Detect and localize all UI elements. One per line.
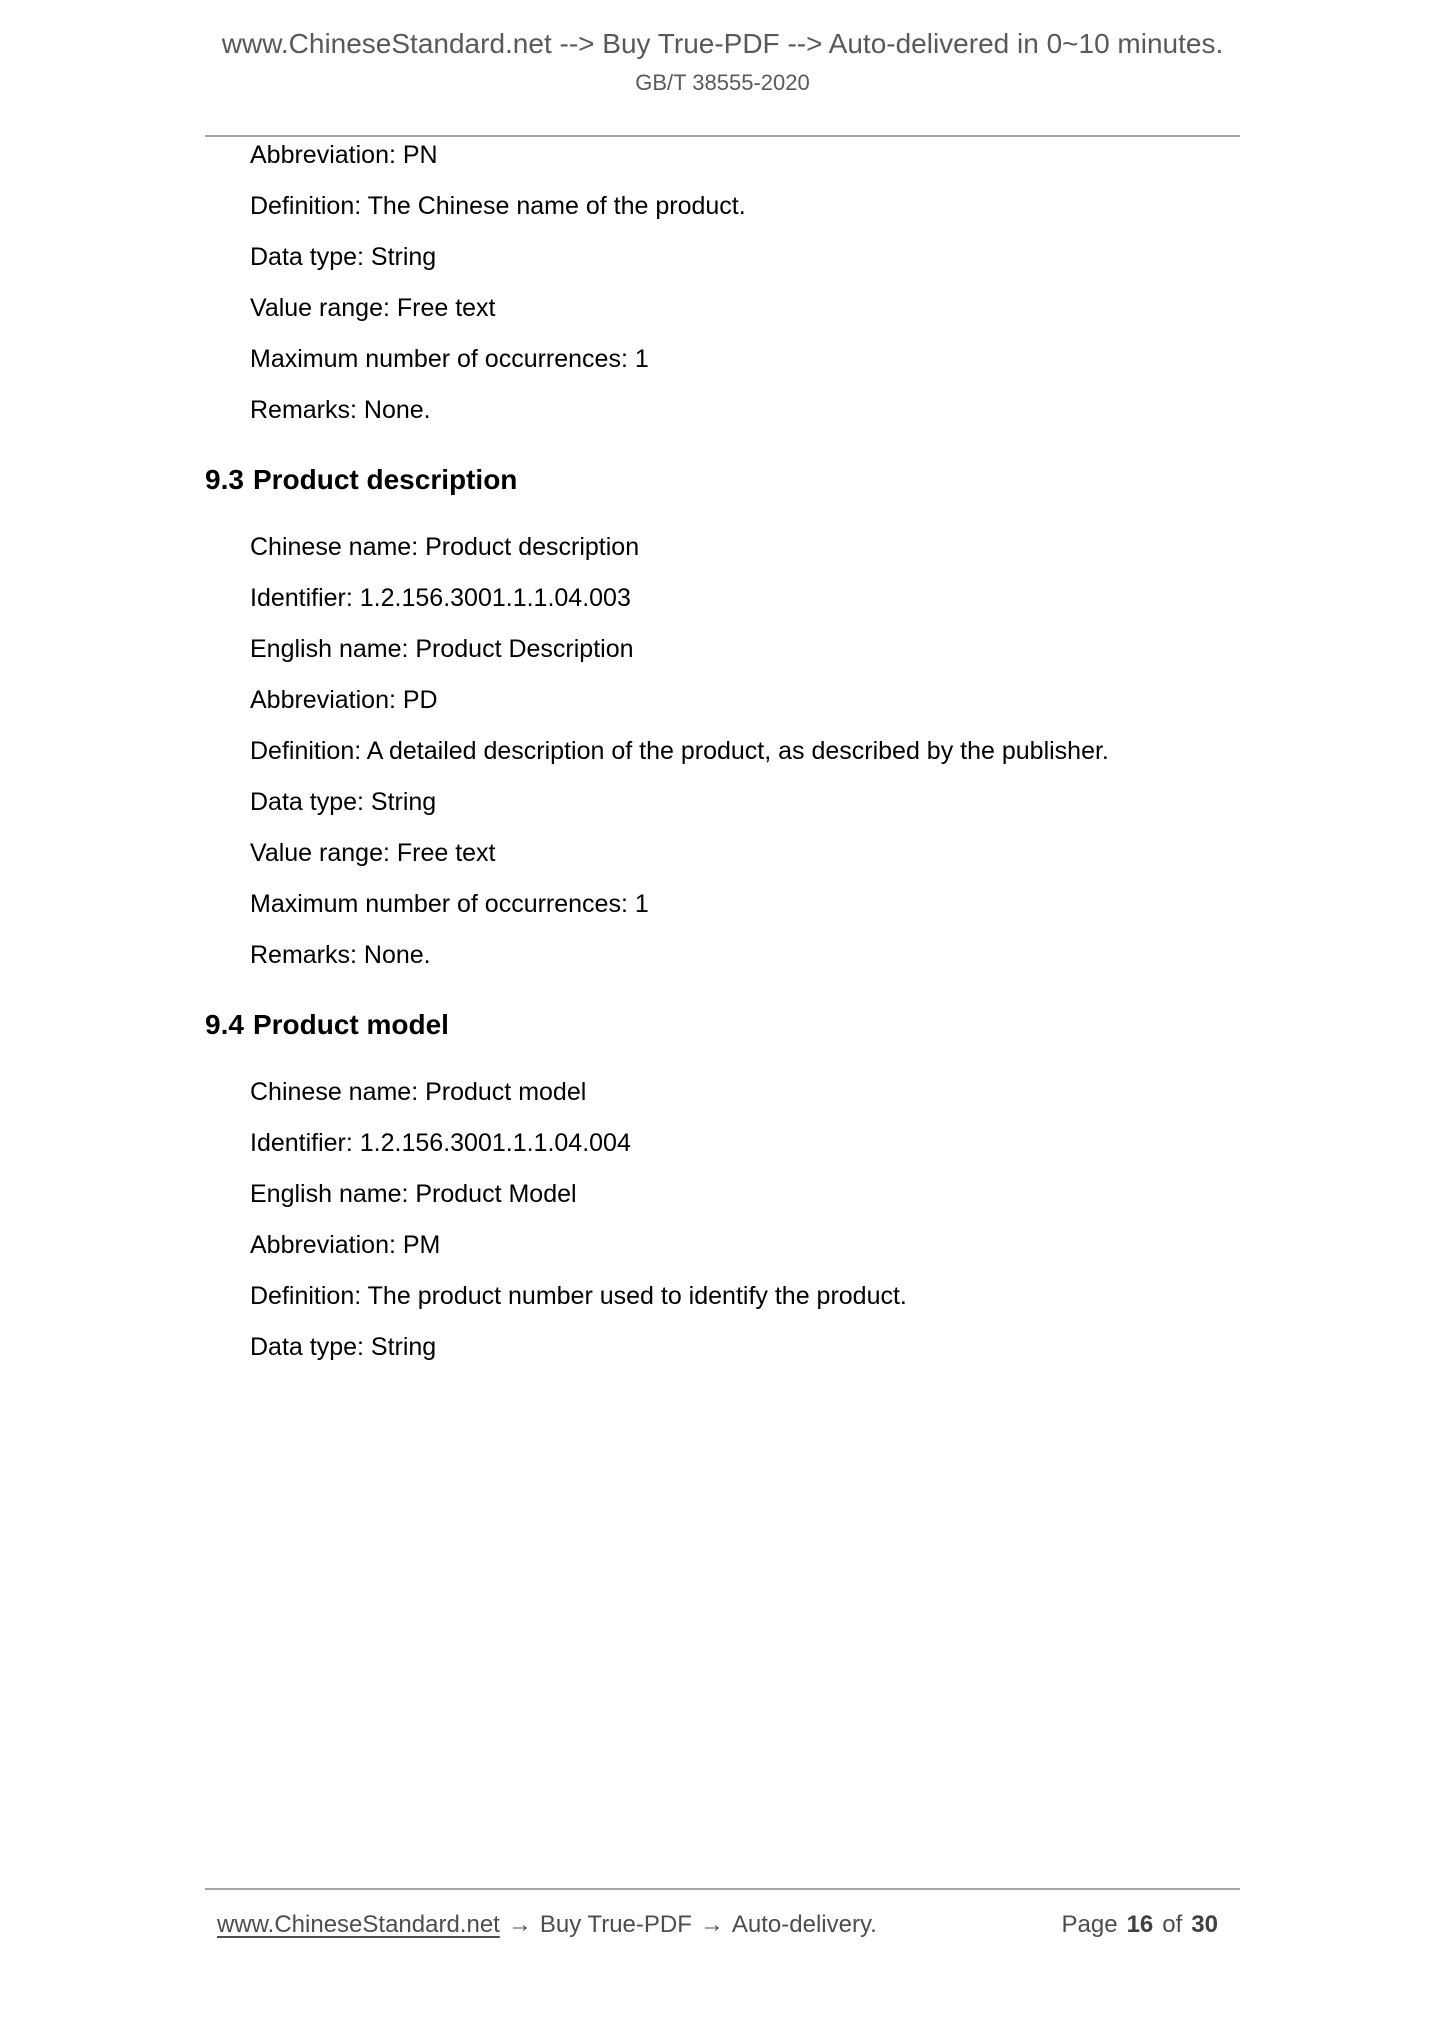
- section-paragraph: Abbreviation: PM: [250, 1231, 441, 1259]
- total-page-number: 30: [1191, 1911, 1218, 1938]
- section-paragraph: Value range: Free text: [250, 839, 496, 867]
- page-word: Page: [1061, 1911, 1118, 1938]
- page-footer: [205, 1910, 1240, 1940]
- intro-paragraph: Data type: String: [250, 243, 437, 271]
- section-number: 9.4: [205, 1009, 244, 1040]
- section-title: Product model: [252, 1009, 449, 1040]
- header-promo-line: www.ChineseStandard.net --> Buy True-PDF --> Auto-delivered in 0~10 minutes.: [221, 28, 1224, 59]
- footer-divider: [205, 1888, 1240, 1890]
- current-page-number: 16: [1126, 1911, 1154, 1938]
- section-number: 9.3: [205, 464, 244, 495]
- intro-paragraph: Definition: The Chinese name of the product.: [250, 192, 746, 220]
- section-paragraph: English name: Product Description: [250, 635, 634, 663]
- page-content: [205, 28, 1240, 1384]
- section-paragraph: Data type: String: [250, 1333, 437, 1361]
- section-paragraph: Remarks: None.: [250, 941, 431, 969]
- section-paragraph: Chinese name: Product model: [250, 1078, 587, 1106]
- footer-note: [205, 1910, 877, 1940]
- intro-paragraph: Maximum number of occurrences: 1: [250, 345, 649, 373]
- section-paragraph: Identifier: 1.2.156.3001.1.1.04.003: [250, 584, 631, 612]
- section-paragraph: Identifier: 1.2.156.3001.1.1.04.004: [250, 1129, 631, 1157]
- section-heading-9-3: [205, 463, 1240, 496]
- arrow-right-icon: →: [507, 1911, 532, 1938]
- footer-buy-text: Buy True-PDF: [539, 1911, 692, 1938]
- footer-delivery-text: Auto-delivery.: [731, 1911, 877, 1938]
- section-paragraph: Abbreviation: PD: [250, 686, 438, 714]
- section-title: Product description: [252, 464, 518, 495]
- page-indicator: [1062, 1910, 1240, 1940]
- intro-paragraph: Abbreviation: PN: [250, 141, 438, 169]
- intro-paragraph: Remarks: None.: [250, 396, 431, 424]
- section-paragraph: Definition: The product number used to identify the product.: [250, 1282, 907, 1310]
- standard-number: GB/T 38555-2020: [635, 70, 810, 95]
- intro-paragraph: Value range: Free text: [250, 294, 496, 322]
- section-paragraph-justified: Definition: A detailed description of the product, as described by the publisher.: [250, 737, 1109, 765]
- footer-link[interactable]: www.ChineseStandard.net: [217, 1911, 500, 1938]
- section-paragraph: Maximum number of occurrences: 1: [250, 890, 649, 918]
- of-word: of: [1162, 1911, 1183, 1938]
- section-paragraph: Chinese name: Product description: [250, 533, 640, 561]
- section-heading-9-4: [205, 1008, 1240, 1041]
- section-paragraph: Data type: String: [250, 788, 437, 816]
- arrow-right-icon: →: [699, 1911, 724, 1938]
- section-paragraph: English name: Product Model: [250, 1180, 577, 1208]
- document-body: [205, 137, 1240, 1362]
